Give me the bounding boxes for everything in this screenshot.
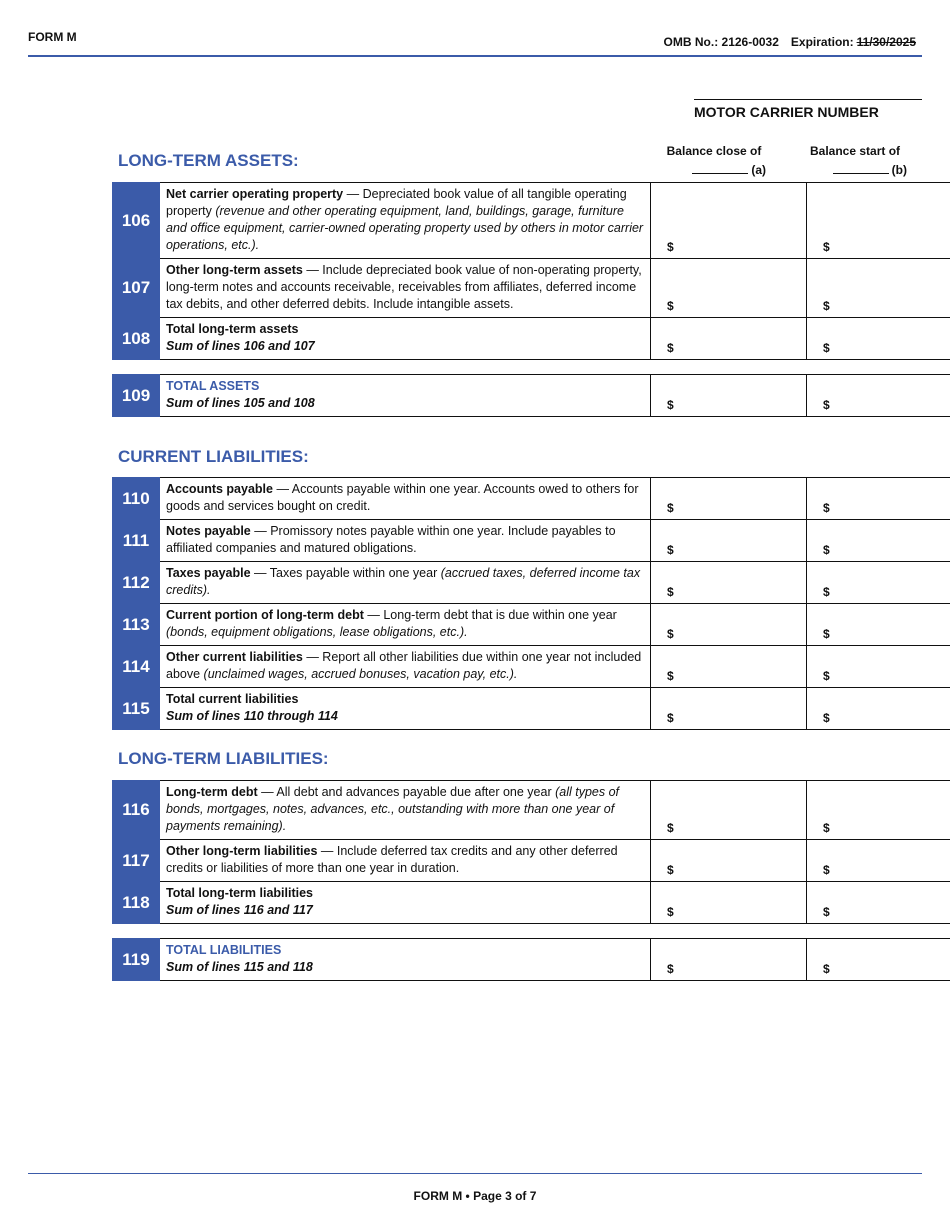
line-note: (unclaimed wages, accrued bonuses, vacation pay, etc.).	[203, 667, 518, 681]
line-text: — Taxes payable within one year	[250, 566, 441, 580]
line-text: — All debt and advances payable due after one year	[257, 785, 556, 799]
line-117-row	[113, 840, 950, 882]
footer-divider	[28, 1173, 922, 1174]
amount-a-field[interactable]: $	[651, 646, 807, 688]
long-term-assets-table	[112, 182, 950, 360]
total-assets-table	[112, 374, 950, 417]
amount-b-field[interactable]: $	[807, 562, 950, 604]
line-description	[160, 939, 651, 981]
line-description	[160, 882, 651, 924]
line-sum: Sum of lines 116 and 117	[166, 903, 313, 917]
line-description	[160, 840, 651, 882]
total-liabilities-table	[112, 938, 950, 981]
amount-b-field[interactable]: $	[807, 646, 950, 688]
section-long-term-liabilities: LONG-TERM LIABILITIES:	[118, 749, 329, 768]
section-long-term-assets: LONG-TERM ASSETS:	[118, 151, 299, 170]
line-number: 108	[113, 318, 160, 360]
line-text: — Include depreciated book value of non-operating property, long-term notes and accounts receivable, receivables from affiliates, deferred income tax debits, and other deferred debits. Include intangible assets.	[166, 263, 642, 311]
line-text: — Include deferred tax credits and any other deferred credits or liabilities of more than one year in duration.	[166, 844, 618, 875]
expiration-value: 11/30/2025	[856, 35, 916, 49]
line-text: — Accounts payable within one year. Accounts owed to others for goods and services bought on credit.	[166, 482, 639, 513]
line-sum: Sum of lines 106 and 107	[166, 339, 315, 353]
column-b-header	[785, 144, 925, 177]
column-a-label: Balance close of	[666, 144, 762, 158]
line-119-row	[113, 939, 950, 981]
amount-a-field[interactable]: $	[651, 562, 807, 604]
line-description	[160, 318, 651, 360]
amount-b-field[interactable]: $	[807, 604, 950, 646]
amount-a-field[interactable]: $	[651, 375, 807, 417]
line-title: TOTAL LIABILITIES	[166, 943, 282, 957]
line-title: Long-term debt	[166, 785, 258, 799]
line-number: 117	[113, 840, 160, 882]
line-title: TOTAL ASSETS	[166, 379, 260, 393]
amount-b-field[interactable]: $	[807, 688, 950, 730]
line-title: Taxes payable	[166, 566, 251, 580]
line-description	[160, 259, 651, 318]
header-divider	[28, 55, 922, 57]
amount-a-field[interactable]: $	[651, 259, 807, 318]
omb-number: OMB No.: 2126-0032	[663, 35, 779, 49]
line-118-row	[113, 882, 950, 924]
line-title: Notes payable	[166, 524, 251, 538]
line-number: 118	[113, 882, 160, 924]
line-111-row	[113, 520, 950, 562]
line-title: Net carrier operating property	[166, 187, 344, 201]
amount-b-field[interactable]: $	[807, 375, 950, 417]
amount-b-field[interactable]: $	[807, 183, 950, 259]
line-title: Other long-term liabilities	[166, 844, 318, 858]
line-description	[160, 604, 651, 646]
column-a-sub: (a)	[751, 163, 766, 177]
line-title: Total current liabilities	[166, 692, 299, 706]
line-text: — Report all other liabilities due within one year not included above	[166, 650, 642, 681]
column-a-year-field[interactable]	[692, 163, 748, 174]
line-113-row	[113, 604, 950, 646]
line-description	[160, 375, 651, 417]
line-number: 114	[113, 646, 160, 688]
amount-a-field[interactable]: $	[651, 781, 807, 840]
line-description	[160, 781, 651, 840]
column-b-year-field[interactable]	[833, 163, 889, 174]
amount-b-field[interactable]: $	[807, 478, 950, 520]
line-116-row	[113, 781, 950, 840]
line-note: (revenue and other operating equipment, land, buildings, garage, furniture and office equipment, carrier-owned operating property used by others in motor carrier operations, etc.).	[166, 204, 644, 252]
amount-a-field[interactable]: $	[651, 520, 807, 562]
omb-info	[664, 35, 916, 49]
amount-a-field[interactable]: $	[651, 183, 807, 259]
amount-a-field[interactable]: $	[651, 688, 807, 730]
motor-carrier-number-field[interactable]	[694, 99, 922, 100]
line-text: — Promissory notes payable within one year. Include payables to affiliated companies and matured obligations.	[166, 524, 616, 555]
line-title: Total long-term liabilities	[166, 886, 314, 900]
line-number: 109	[113, 375, 160, 417]
line-description	[160, 646, 651, 688]
form-name: FORM M	[28, 30, 77, 44]
line-107-row	[113, 259, 950, 318]
line-number: 116	[113, 781, 160, 840]
line-description	[160, 688, 651, 730]
line-title: Other current liabilities	[166, 650, 303, 664]
amount-b-field[interactable]: $	[807, 259, 950, 318]
line-description	[160, 562, 651, 604]
line-description	[160, 183, 651, 259]
line-title: Accounts payable	[166, 482, 273, 496]
line-text: — Depreciated book value of all tangible operating property	[166, 187, 627, 218]
line-number: 107	[113, 259, 160, 318]
line-110-row	[113, 478, 950, 520]
amount-b-field[interactable]: $	[807, 781, 950, 840]
line-114-row	[113, 646, 950, 688]
amount-a-field[interactable]: $	[651, 604, 807, 646]
line-sum: Sum of lines 115 and 118	[166, 960, 313, 974]
amount-a-field[interactable]: $	[651, 478, 807, 520]
amount-a-field[interactable]: $	[651, 318, 807, 360]
amount-b-field[interactable]: $	[807, 840, 950, 882]
amount-b-field[interactable]: $	[807, 882, 950, 924]
amount-b-field[interactable]: $	[807, 939, 950, 981]
line-note: (bonds, equipment obligations, lease obligations, etc.).	[166, 625, 468, 639]
long-term-liabilities-table	[112, 780, 950, 924]
amount-a-field[interactable]: $	[651, 939, 807, 981]
line-115-row	[113, 688, 950, 730]
line-sum: Sum of lines 110 through 114	[166, 709, 338, 723]
line-number: 119	[113, 939, 160, 981]
line-title: Current portion of long-term debt	[166, 608, 364, 622]
amount-a-field[interactable]: $	[651, 840, 807, 882]
column-a-header	[644, 144, 784, 177]
line-number: 113	[113, 604, 160, 646]
line-number: 112	[113, 562, 160, 604]
line-112-row	[113, 562, 950, 604]
line-title: Total long-term assets	[166, 322, 299, 336]
line-number: 110	[113, 478, 160, 520]
column-b-sub: (b)	[891, 163, 907, 177]
line-text: — Long-term debt that is due within one year	[363, 608, 617, 622]
line-sum: Sum of lines 105 and 108	[166, 396, 315, 410]
motor-carrier-number-label: MOTOR CARRIER NUMBER	[694, 104, 879, 120]
line-108-row	[113, 318, 950, 360]
line-109-row	[113, 375, 950, 417]
line-note: (accrued taxes, deferred income tax credits).	[166, 566, 641, 597]
page-footer: FORM M • Page 3 of 7	[413, 1189, 537, 1203]
line-106-row	[113, 183, 950, 259]
section-current-liabilities: CURRENT LIABILITIES:	[118, 447, 309, 466]
line-number: 111	[113, 520, 160, 562]
line-description	[160, 520, 651, 562]
line-number: 115	[113, 688, 160, 730]
amount-a-field[interactable]: $	[651, 882, 807, 924]
expiration-label: Expiration:	[790, 35, 854, 49]
line-title: Other long-term assets	[166, 263, 303, 277]
line-note: (all types of bonds, mortgages, notes, advances, etc., outstanding with more than one year of payments remaining).	[166, 785, 620, 833]
amount-b-field[interactable]: $	[807, 318, 950, 360]
amount-b-field[interactable]: $	[807, 520, 950, 562]
current-liabilities-table	[112, 477, 950, 730]
line-description	[160, 478, 651, 520]
line-number: 106	[113, 183, 160, 259]
column-b-label: Balance start of	[809, 144, 901, 158]
